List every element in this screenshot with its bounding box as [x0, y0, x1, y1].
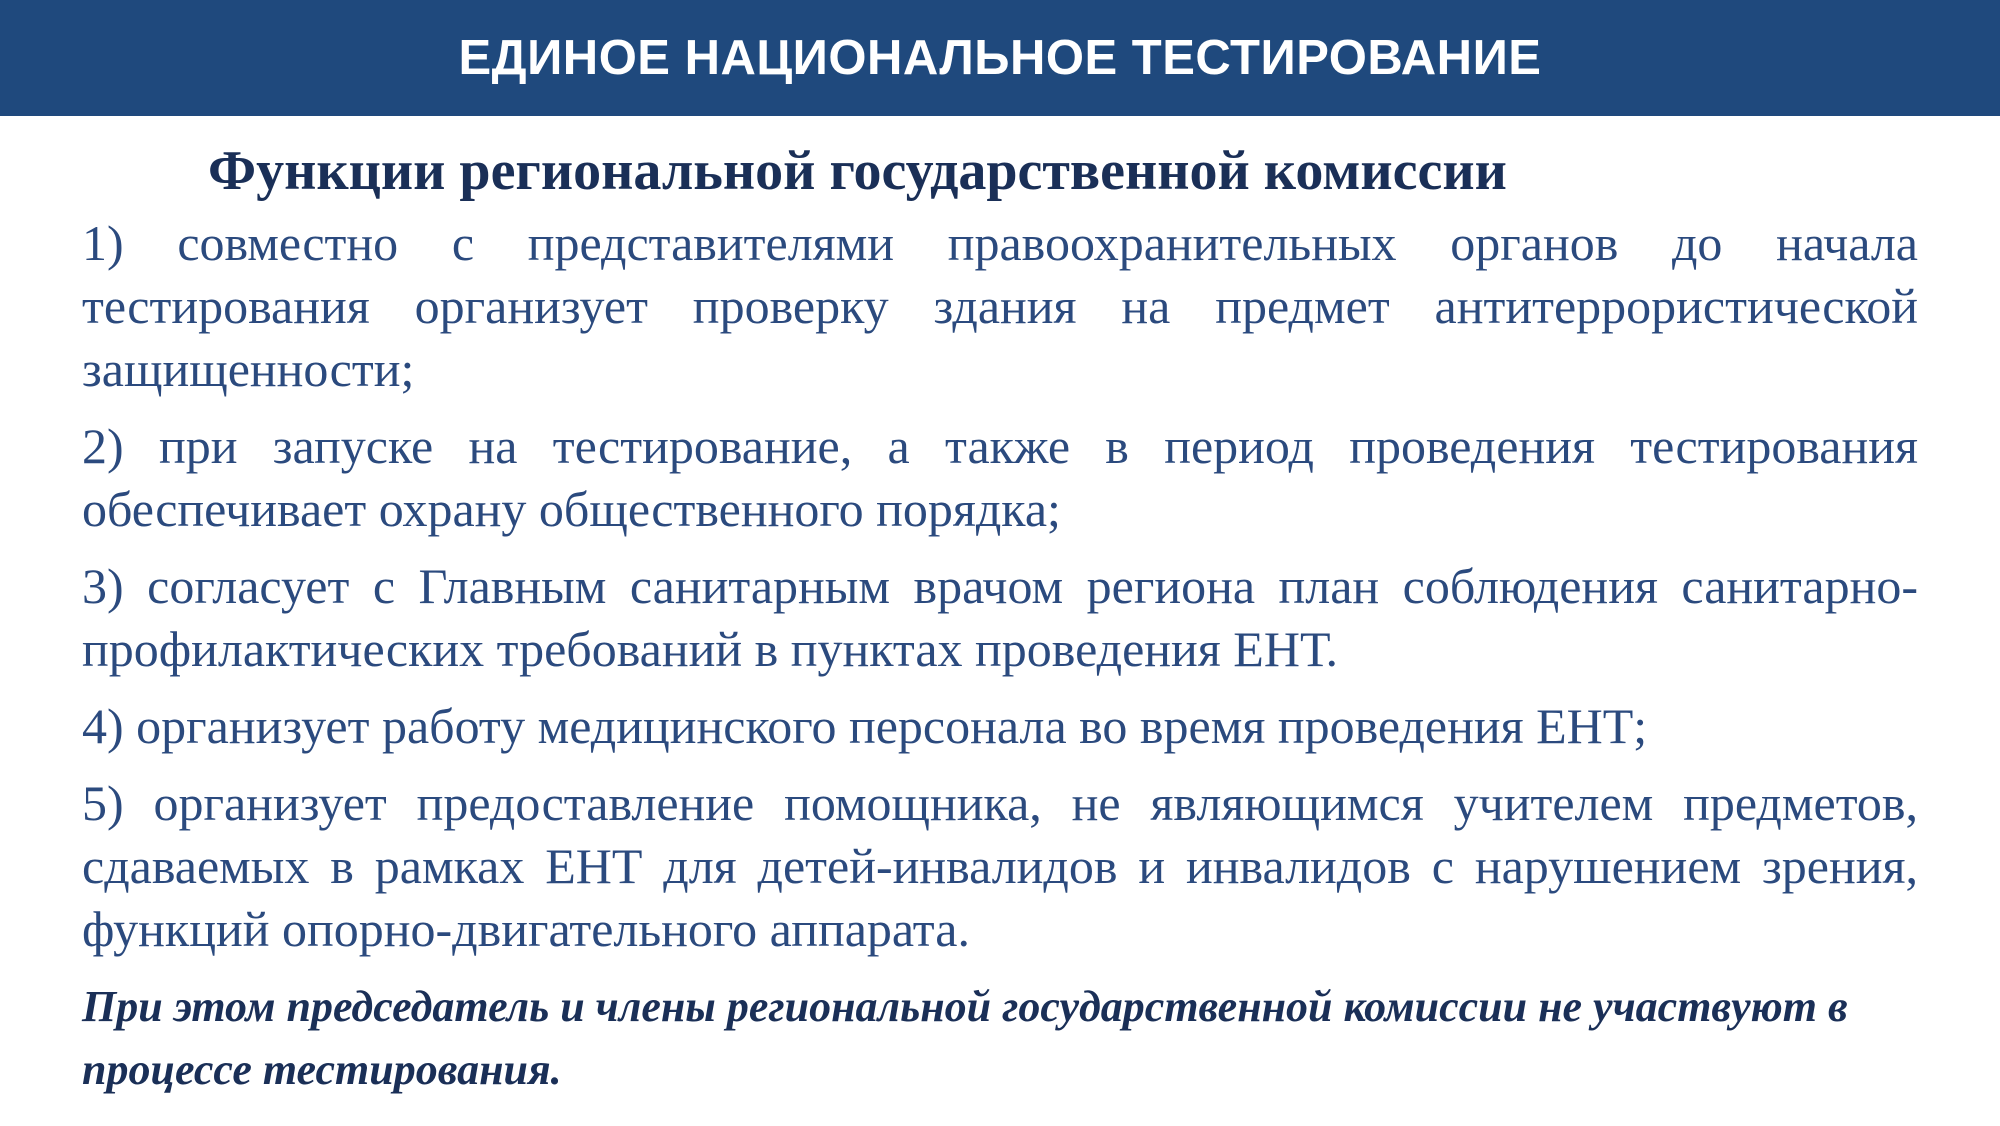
header-bar	[0, 0, 2000, 116]
header-title: ЕДИНОЕ НАЦИОНАЛЬНОЕ ТЕСТИРОВАНИЕ	[458, 31, 1542, 85]
function-item-2: 2) при запуске на тестирование, а также в период проведения тестирования обеспечивает охрану общественного порядка;	[82, 418, 1918, 537]
function-item-4: 4) организует работу медицинского персонала во время проведения ЕНТ;	[82, 698, 1648, 754]
function-item-3: 3) согласует с Главным санитарным врачом региона план соблюдения санитарно-профилактических требований в пунктах проведения ЕНТ.	[82, 558, 1918, 677]
function-item-1: 1) совместно с представителями правоохранительных органов до начала тестирования организует проверку здания на предмет антитеррористической защищенности;	[82, 215, 1918, 397]
functions-list	[82, 212, 1918, 1101]
slide-subtitle: Функции региональной государственной комиссии	[208, 140, 1507, 202]
commission-note: При этом председатель и члены региональной государственной комиссии не участвуют в процессе тестирования.	[82, 982, 1848, 1094]
function-item-5: 5) организует предоставление помощника, не являющимся учителем предметов, сдаваемых в рамках ЕНТ для детей-инвалидов и инвалидов с нарушением зрения, функций опорно-двигательного аппарата.	[82, 775, 1918, 957]
